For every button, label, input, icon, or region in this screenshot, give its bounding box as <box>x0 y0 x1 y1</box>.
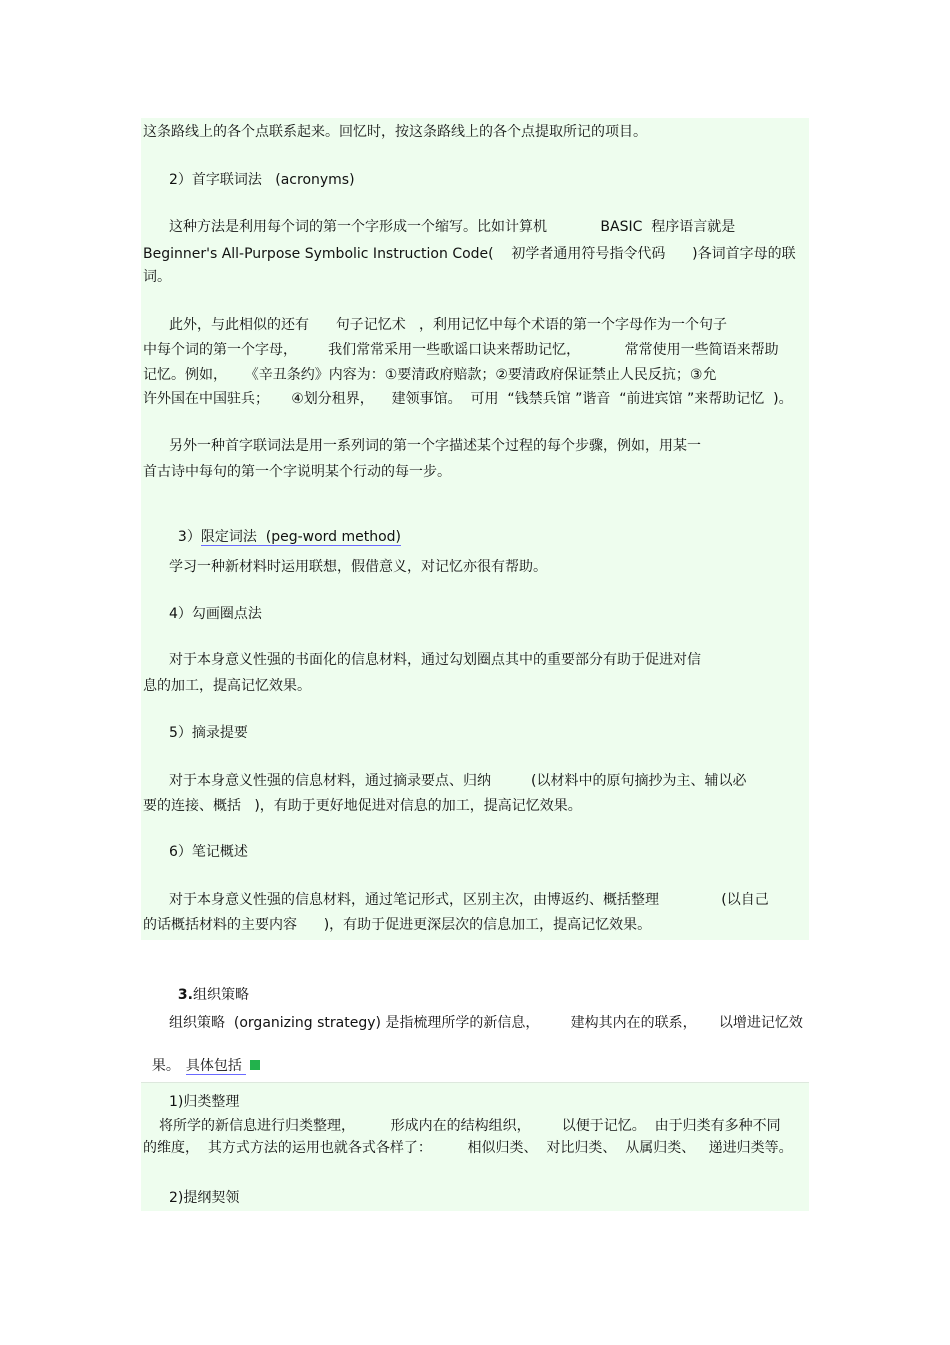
text-line <box>143 1039 260 1075</box>
text-line: 要的连接、概括 )，有助于更好地促进对信息的加工，提高记忆效果。 <box>143 798 582 814</box>
text-line: 将所学的新信息进行归类整理， 形成内在的结构组织， 以便于记忆。 由于归类有多种不同 <box>159 1118 781 1134</box>
heading-number: 3. <box>177 987 193 1003</box>
text-line: 此外，与此相似的还有 句子记忆术 ，利用记忆中每个术语的第一个字母作为一个句子 <box>169 317 728 333</box>
text-line: 这条路线上的各个点联系起来。回忆时，按这条路线上的各个点提取所记的项目。 <box>143 124 647 140</box>
text-line: 对于本身意义性强的信息材料，通过笔记形式，区别主次，由博返约、概括整理 (以自己 <box>169 892 769 908</box>
green-square-icon <box>250 1060 260 1070</box>
text-line: 学习一种新材料时运用联想，假借意义，对记忆亦很有帮助。 <box>169 559 547 575</box>
section-heading-peg-word <box>169 510 401 546</box>
peg-word-link[interactable]: 限定词法 (peg-word method) <box>200 529 402 545</box>
text-line: 记忆。例如， 《辛丑条约》内容为：①要清政府赔款；②要清政府保证禁止人民反抗；③允 <box>143 367 717 383</box>
section-number: 3） <box>177 529 201 545</box>
text-fragment: 果。 <box>151 1058 180 1074</box>
text-line: 许外国在中国驻兵； ④划分租界， 建领事馆。 可用 “钱禁兵馆 ”谐音 “前进宾馆 ”来帮助记忆 )。 <box>143 391 793 407</box>
includes-link[interactable]: 具体包括 <box>185 1058 247 1074</box>
heading-text: 组织策略 <box>192 987 249 1003</box>
section-heading-acronyms: 2）首字联词法 (acronyms) <box>169 172 355 188</box>
text-line: 词。 <box>143 269 171 285</box>
text-line: 息的加工，提高记忆效果。 <box>143 678 311 694</box>
text-line: 组织策略 (organizing strategy) 是指梳理所学的新信息， 建构其内在的联系， 以增进记忆效 <box>169 1015 803 1031</box>
section-heading-organizing <box>169 968 249 1004</box>
text-line: 这种方法是利用每个词的第一个字形成一个缩写。比如计算机 BASIC 程序语言就是 <box>169 219 736 235</box>
text-line: 另外一种首字联词法是用一系列词的第一个字描述某个过程的每个步骤，例如，用某一 <box>169 438 701 454</box>
section-heading-outline: 2)提纲契领 <box>169 1190 240 1206</box>
section-heading-notes: 6）笔记概述 <box>169 844 248 860</box>
text-line: 首古诗中每句的第一个字说明某个行动的每一步。 <box>143 464 451 480</box>
section-heading-drawing: 4）勾画圈点法 <box>169 606 262 622</box>
text-line: Beginner's All-Purpose Symbolic Instruction Code( 初学者通用符号指令代码 )各词首字母的联 <box>143 246 796 262</box>
section-heading-excerpt: 5）摘录提要 <box>169 725 248 741</box>
text-line: 对于本身意义性强的信息材料，通过摘录要点、归纳 (以材料中的原句摘抄为主、辅以必 <box>169 773 747 789</box>
text-line: 中每个词的第一个字母， 我们常常采用一些歌谣口诀来帮助记忆， 常常使用一些简语来帮助 <box>143 342 779 358</box>
text-line: 的话概括材料的主要内容 )，有助于促进更深层次的信息加工，提高记忆效果。 <box>143 917 652 933</box>
text-line: 对于本身意义性强的书面化的信息材料，通过勾划圈点其中的重要部分有助于促进对信 <box>169 652 701 668</box>
section-heading-classify: 1)归类整理 <box>169 1094 240 1110</box>
text-line: 的维度， 其方式方法的运用也就各式各样了： 相似归类、 对比归类、 从属归类、 递进归类等。 <box>143 1140 793 1156</box>
